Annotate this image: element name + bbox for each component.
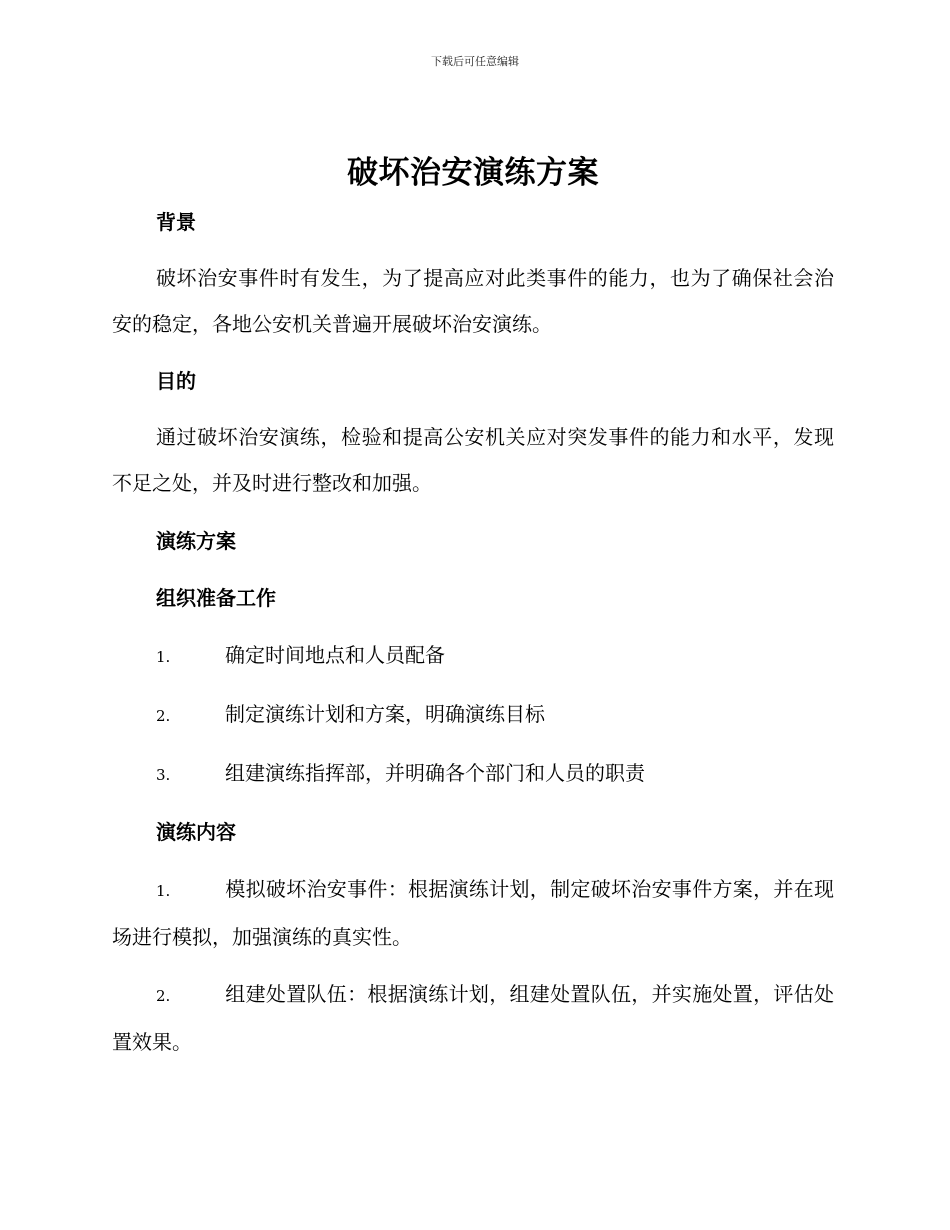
section-heading-plan: 演练方案 xyxy=(156,529,236,553)
list-item-text: 确定时间地点和人员配备 xyxy=(225,643,445,667)
document-body xyxy=(112,150,834,1065)
list-item-text: 制定演练计划和方案，明确演练目标 xyxy=(225,702,545,726)
list-number: 2. xyxy=(156,987,171,1005)
document-title: 破坏治安演练方案 xyxy=(347,155,599,191)
section-heading-preparation: 组织准备工作 xyxy=(156,586,276,610)
list-number: 2. xyxy=(156,707,171,725)
list-number: 1. xyxy=(156,882,171,900)
list-number: 3. xyxy=(156,766,171,784)
list-number: 1. xyxy=(156,648,171,666)
list-item xyxy=(112,866,834,960)
list-item xyxy=(112,632,834,680)
section-heading-purpose: 目的 xyxy=(156,369,196,393)
list-item-text: 模拟破坏治安事件：根据演练计划，制定破坏治安事件方案，并在现场进行模拟，加强演练的真实性。 xyxy=(112,877,834,949)
section-heading-drill-content: 演练内容 xyxy=(156,820,236,844)
list-item xyxy=(112,750,834,798)
purpose-paragraph: 通过破坏治安演练，检验和提高公安机关应对突发事件的能力和水平，发现不足之处，并及时进行整改和加强。 xyxy=(112,425,834,495)
background-paragraph: 破坏治安事件时有发生，为了提高应对此类事件的能力，也为了确保社会治安的稳定，各地公安机关普遍开展破坏治安演练。 xyxy=(112,266,834,336)
list-item-text: 组建处置队伍：根据演练计划，组建处置队伍，并实施处置，评估处置效果。 xyxy=(112,982,834,1054)
list-item xyxy=(112,971,834,1065)
page-header-note: 下载后可任意编辑 xyxy=(431,55,519,68)
section-heading-background: 背景 xyxy=(156,210,196,234)
list-item xyxy=(112,691,834,739)
list-item-text: 组建演练指挥部，并明确各个部门和人员的职责 xyxy=(225,761,645,785)
